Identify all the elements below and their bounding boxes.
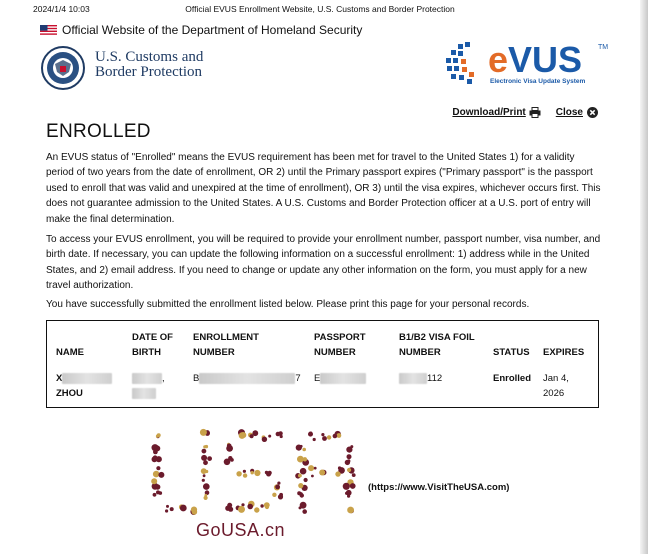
usa-logo-dot xyxy=(268,435,271,438)
usa-logo-dot xyxy=(202,479,205,482)
usa-logo-dot xyxy=(165,509,168,512)
usa-logo-dot xyxy=(308,465,314,471)
usa-logo-dot xyxy=(335,471,340,476)
usa-logo-dot xyxy=(302,448,306,452)
usa-logo-dot xyxy=(239,432,246,439)
usa-logo-dot xyxy=(251,471,254,474)
usa-logo-dot xyxy=(298,483,303,488)
usa-logo-dot xyxy=(205,470,208,473)
enrollment-table xyxy=(46,320,599,408)
usa-logo-dot xyxy=(277,482,280,485)
header-enrollment-number: ENROLLMENT NUMBER xyxy=(193,332,259,358)
access-instructions: To access your EVUS enrollment, you will be required to provide your enrollment number, passport number, visa number, and birth date. If necessary, you can update the following information on a successful enrollment: 1) address while in the United States, and 2) email address. If you need to change or update any other information on the form, you must apply for a new travel authorization. xyxy=(46,234,601,292)
dhs-seal-icon xyxy=(41,46,85,90)
usa-logo-dot xyxy=(319,470,325,476)
us-flag-icon xyxy=(40,25,57,36)
header-dob: DATE OF BIRTH xyxy=(132,332,173,358)
print-page-title: Official EVUS Enrollment Website, U.S. Customs and Border Protection xyxy=(185,4,455,14)
print-header xyxy=(0,4,640,16)
usa-logo-dot xyxy=(247,504,253,510)
usa-logo-dot xyxy=(192,509,198,515)
usa-logo-dot xyxy=(350,483,356,489)
usa-logo-dot xyxy=(152,456,158,462)
redacted-passport-number xyxy=(320,373,366,384)
cell-passport-number: E xyxy=(314,371,366,386)
print-datetime: 2024/1/4 10:03 xyxy=(33,4,90,14)
redacted-visa-number xyxy=(399,373,427,384)
submission-confirmation: You have successfully submitted the enrollment listed below. Please print this page for your personal records. xyxy=(46,299,530,310)
usa-logo-dot xyxy=(275,485,280,490)
usa-logo-dot xyxy=(250,434,254,438)
agency-name-line1: U.S. Customs and xyxy=(95,49,204,65)
usa-logo-dot xyxy=(280,435,283,438)
cell-enrollment-number: B 7 xyxy=(193,373,301,384)
usa-logo-dot xyxy=(262,437,267,442)
printer-icon[interactable] xyxy=(529,107,541,118)
gousa-logo-text: GoUSA.cn xyxy=(196,520,286,540)
redacted-name xyxy=(62,373,112,384)
usa-logo-dot xyxy=(203,460,208,465)
agency-name-line2: Border Protection xyxy=(95,64,203,80)
agency-name xyxy=(95,50,203,80)
usa-logo-dot xyxy=(276,432,281,437)
usa-logo-dot xyxy=(230,458,234,462)
evus-trademark: TM xyxy=(598,44,609,51)
usa-logo-dot xyxy=(201,455,207,461)
cell-dob: , xyxy=(132,371,165,401)
cell-name: X ZHOU xyxy=(56,371,112,401)
usa-logo-dot xyxy=(298,474,302,478)
page-actions xyxy=(452,107,598,118)
usa-logo-dot xyxy=(153,450,158,455)
usa-dotted-logo xyxy=(150,428,360,516)
usa-logo-dot xyxy=(272,493,276,497)
evus-logo-e: e xyxy=(488,39,509,80)
usa-logo-dot xyxy=(347,468,351,472)
usa-logo-dot xyxy=(236,471,241,476)
usa-logo-dot xyxy=(347,507,354,514)
usa-logo-dot xyxy=(321,433,324,436)
usa-logo-dot xyxy=(159,491,163,495)
evus-logo-vus: VUS xyxy=(508,39,583,80)
usa-logo-dot xyxy=(153,493,157,497)
gov-banner-text: Official Website of the Department of Homeland Security xyxy=(62,23,363,37)
usa-logo-dot xyxy=(302,509,307,514)
usa-logo-dot xyxy=(343,483,350,490)
usa-logo-dot xyxy=(347,495,350,498)
usa-logo-dot xyxy=(314,467,317,470)
usa-logo-dot xyxy=(266,471,271,476)
usa-logo-dot xyxy=(204,496,208,500)
usa-logo-dot xyxy=(156,466,160,470)
usa-logo-dot xyxy=(333,434,338,439)
usa-logo-dot xyxy=(207,456,212,461)
usa-logo-dot xyxy=(180,505,187,512)
cell-expires: Jan 4, 2026 xyxy=(543,373,569,399)
cell-status: Enrolled xyxy=(493,373,532,384)
usa-logo-dot xyxy=(254,470,260,476)
usa-logo-dot xyxy=(303,457,307,461)
close-icon[interactable] xyxy=(587,107,598,118)
usa-logo-dot xyxy=(311,475,314,478)
usa-logo-dot xyxy=(264,502,270,508)
usa-logo-dot xyxy=(346,447,352,453)
usa-logo-dot xyxy=(170,507,174,511)
page-edge xyxy=(640,0,648,554)
close-link[interactable]: Close xyxy=(555,107,583,118)
gov-banner xyxy=(40,22,362,38)
usa-logo-dot xyxy=(166,505,169,508)
download-print-link[interactable]: Download/Print xyxy=(452,107,526,118)
usa-logo-dot xyxy=(260,504,263,507)
usa-logo-dot xyxy=(227,444,232,449)
usa-logo-dot xyxy=(243,473,247,477)
usa-logo-dot xyxy=(337,433,342,438)
usa-logo-dot xyxy=(338,466,341,469)
usa-logo-dot xyxy=(297,491,301,495)
header-passport-number: PASSPORT NUMBER xyxy=(314,332,366,358)
usa-logo-dot xyxy=(322,436,327,441)
header-name: NAME xyxy=(56,347,84,358)
usa-logo-dot xyxy=(299,506,302,509)
usa-logo-dot xyxy=(203,445,206,448)
redacted-dob-year xyxy=(132,388,156,399)
usa-logo-dot xyxy=(347,459,350,462)
usa-logo-dot xyxy=(300,468,307,475)
status-explanation: An EVUS status of "Enrolled" means the EVUS requirement has been met for travel to the United States 1) for a validity period of two years from the date of enrollment, OR 2) until the Primary passport expires ("Primary passport" is the passport used to enroll that was valid and unexpired at the time of enrollment), OR 3) until the visa expires, whichever occurs first. This does not guarantee admission to the United States. A U.S. Customs and Border Protection officer at a U.S. port of entry will make the final determination. xyxy=(46,152,601,225)
usa-logo-dot xyxy=(203,474,206,477)
usa-logo-dot xyxy=(313,438,316,441)
usa-logo-dot xyxy=(238,506,245,513)
usa-logo-dot xyxy=(241,503,244,506)
redacted-enrollment-number xyxy=(199,373,295,384)
usa-logo-dot xyxy=(158,472,164,478)
usa-logo-dot xyxy=(243,470,246,473)
usa-logo-dot xyxy=(327,435,331,439)
visit-the-usa-link[interactable]: (https://www.VisitTheUSA.com) xyxy=(368,482,510,493)
header-status: STATUS xyxy=(493,347,530,358)
evus-globe-icon xyxy=(440,38,490,88)
usa-logo-dot xyxy=(300,445,303,448)
usa-logo-dot xyxy=(304,478,308,482)
header-expires: EXPIRES xyxy=(543,347,585,358)
cell-visa-foil-number: 112 xyxy=(399,371,442,386)
evus-logo-text xyxy=(488,39,583,80)
usa-logo-dot xyxy=(202,449,207,454)
usa-logo-dot xyxy=(151,478,157,484)
usa-logo-dot xyxy=(278,494,283,499)
usa-logo-dot xyxy=(345,492,348,495)
usa-logo-dot xyxy=(309,432,312,435)
usa-logo-dot xyxy=(203,483,210,490)
usa-logo-dot xyxy=(228,507,233,512)
header-visa-foil-number: B1/B2 VISA FOIL NUMBER xyxy=(399,332,475,358)
usa-logo-dot xyxy=(347,454,352,459)
usa-logo-dot xyxy=(352,473,356,477)
usa-logo-dot xyxy=(157,433,161,437)
usa-logo-dot xyxy=(200,429,207,436)
evus-subtitle: Electronic Visa Update System xyxy=(490,78,586,85)
enrollment-status-heading: ENROLLED xyxy=(46,121,151,142)
redacted-dob xyxy=(132,373,162,384)
usa-logo-dot xyxy=(254,507,259,512)
